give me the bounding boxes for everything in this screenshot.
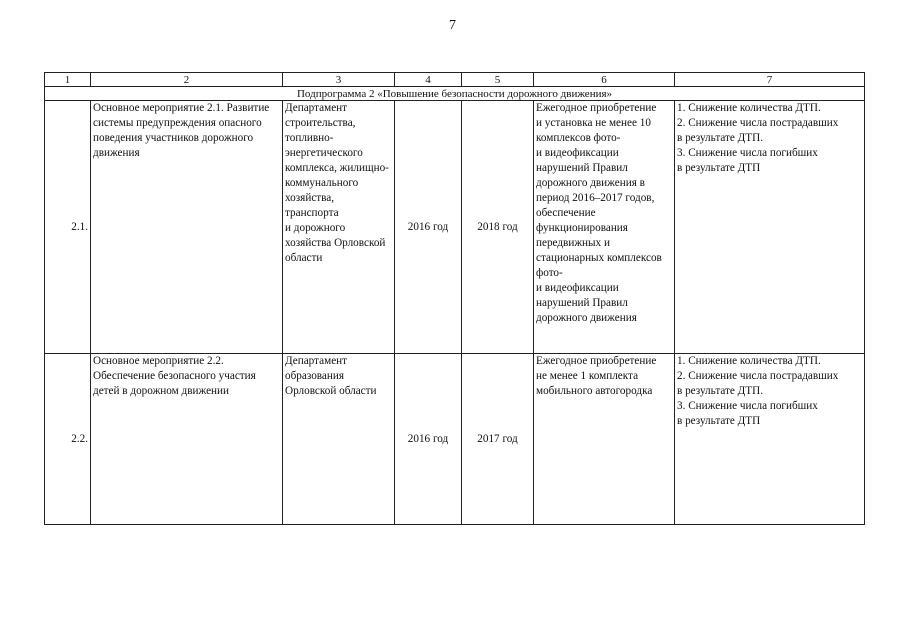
result-line: функционирования bbox=[536, 222, 628, 234]
indicator-cell bbox=[675, 354, 865, 525]
result-line: Ежегодное приобретение bbox=[536, 355, 657, 367]
indicator-cell bbox=[675, 101, 865, 354]
executor-line: коммунального bbox=[285, 177, 359, 189]
activity-cell: Основное мероприятие 2.2. Обеспечение безопасного участия детей в дорожном движении bbox=[91, 354, 283, 525]
result-line: комплексов фото- bbox=[536, 132, 621, 144]
executor-line: хозяйства, bbox=[285, 192, 335, 204]
executor-cell bbox=[283, 354, 395, 525]
indicator-line: 3. Снижение числа погибших bbox=[677, 400, 818, 412]
column-header: 4 bbox=[395, 73, 462, 87]
executor-line: Орловской области bbox=[285, 385, 377, 397]
result-line: обеспечение bbox=[536, 207, 596, 219]
executor-cell bbox=[283, 101, 395, 354]
indicator-line: 3. Снижение числа погибших bbox=[677, 147, 818, 159]
executor-line: и дорожного bbox=[285, 222, 346, 234]
column-header: 1 bbox=[45, 73, 91, 87]
result-cell bbox=[534, 354, 675, 525]
end-year: 2018 год bbox=[462, 101, 534, 354]
program-table bbox=[44, 72, 865, 525]
result-line: и установка не менее 10 bbox=[536, 117, 651, 129]
result-line: период 2016–2017 годов, bbox=[536, 192, 655, 204]
executor-line: комплекса, жилищно- bbox=[285, 162, 389, 174]
start-year: 2016 год bbox=[395, 354, 462, 525]
column-header: 3 bbox=[283, 73, 395, 87]
result-cell bbox=[534, 101, 675, 354]
result-line: стационарных комплексов bbox=[536, 252, 662, 264]
executor-line: топливно- bbox=[285, 132, 334, 144]
table-header-row bbox=[45, 73, 865, 87]
executor-line: хозяйства Орловской bbox=[285, 237, 386, 249]
row-number: 2.1. bbox=[45, 101, 91, 354]
page-number: 7 bbox=[449, 18, 456, 33]
end-year: 2017 год bbox=[462, 354, 534, 525]
start-year: 2016 год bbox=[395, 101, 462, 354]
result-line: фото- bbox=[536, 267, 563, 279]
result-line: Ежегодное приобретение bbox=[536, 102, 657, 114]
row-number: 2.2. bbox=[45, 354, 91, 525]
result-line: мобильного автогородка bbox=[536, 385, 653, 397]
result-line: дорожного движения bbox=[536, 312, 637, 324]
executor-line: области bbox=[285, 252, 323, 264]
executor-line: транспорта bbox=[285, 207, 339, 219]
executor-line: образования bbox=[285, 370, 345, 382]
result-line: передвижных и bbox=[536, 237, 610, 249]
result-line: нарушений Правил bbox=[536, 162, 628, 174]
result-line: нарушений Правил bbox=[536, 297, 628, 309]
result-line: не менее 1 комплекта bbox=[536, 370, 639, 382]
result-line: и видеофиксации bbox=[536, 282, 619, 294]
column-header: 5 bbox=[462, 73, 534, 87]
indicator-line: 1. Снижение количества ДТП. bbox=[677, 355, 821, 367]
column-header: 2 bbox=[91, 73, 283, 87]
subprogram-row bbox=[45, 87, 865, 101]
table-row bbox=[45, 101, 865, 354]
executor-line: строительства, bbox=[285, 117, 356, 129]
indicator-line: в результате ДТП. bbox=[677, 385, 764, 397]
indicator-line: 2. Снижение числа пострадавших bbox=[677, 370, 839, 382]
result-line: дорожного движения в bbox=[536, 177, 645, 189]
table-row bbox=[45, 354, 865, 525]
result-line: и видеофиксации bbox=[536, 147, 619, 159]
indicator-line: в результате ДТП bbox=[677, 415, 761, 427]
executor-line: Департамент bbox=[285, 102, 348, 114]
column-header: 6 bbox=[534, 73, 675, 87]
indicator-line: в результате ДТП. bbox=[677, 132, 764, 144]
indicator-line: в результате ДТП bbox=[677, 162, 761, 174]
column-header: 7 bbox=[675, 73, 865, 87]
indicator-line: 1. Снижение количества ДТП. bbox=[677, 102, 821, 114]
executor-line: Департамент bbox=[285, 355, 348, 367]
executor-line: энергетического bbox=[285, 147, 363, 159]
subprogram-title: Подпрограмма 2 «Повышение безопасности дорожного движения» bbox=[45, 87, 865, 101]
indicator-line: 2. Снижение числа пострадавших bbox=[677, 117, 839, 129]
activity-cell: Основное мероприятие 2.1. Развитие системы предупреждения опасного поведения участников дорожного движения bbox=[91, 101, 283, 354]
